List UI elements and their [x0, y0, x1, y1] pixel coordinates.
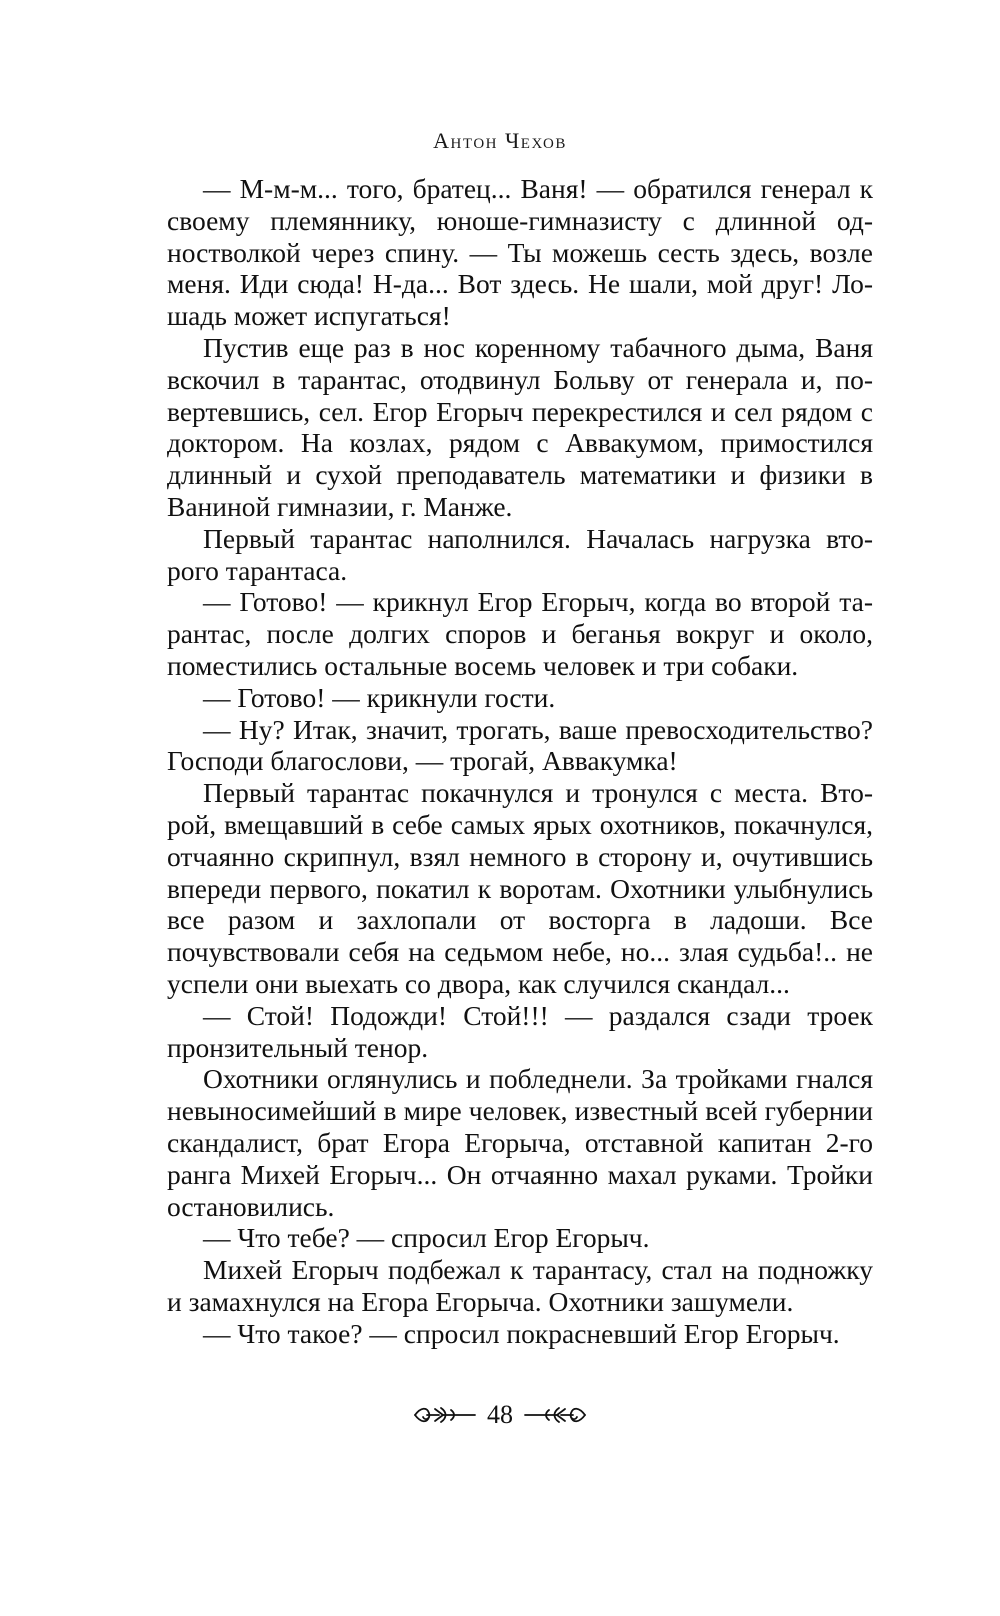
paragraph: — М-м-м... того, братец... Ваня! — обратился генерал к своему племяннику, юноше-гимназисту с длинной одностволкой через спину. — Ты можешь сесть здесь, возле меня. Иди сюда! Н-да... Вот здесь. Не шали, мой друг! Лошадь может испугаться!	[167, 173, 873, 332]
paragraph: — Что такое? — спросил покрасневший Егор Егорыч.	[203, 1317, 840, 1349]
paragraph: Первый тарантас покачнулся и тронулся с места. Второй, вмещавший в себе самых ярых охотников, покачнулся, отчаянно скрипнул, взял немного в сторону и, очутившись впереди первого, покатил к воротам. Охотники улыбнулись все разом и захлопали от восторга в ладоши. Все почувствовали себя на седьмом небе, но... злая судьба!.. не успели они выехать со двора, как случился скандал...	[167, 777, 873, 999]
paragraph: Михей Егорыч подбежал к тарантасу, стал на подножку и замахнулся на Егора Егорыча. Охотники зашумели.	[167, 1254, 873, 1317]
flourish-ornament-left-icon	[413, 1404, 477, 1426]
page-footer	[0, 1398, 1000, 1432]
paragraph: Первый тарантас наполнился. Началась нагрузка второго тарантаса.	[167, 522, 873, 586]
paragraph: — Ну? Итак, значит, трогать, ваше превосходительство? Господи благослови, — трогай, Аввакумка!	[167, 713, 873, 777]
paragraph: — Что тебе? — спросил Егор Егорыч.	[203, 1222, 650, 1254]
paragraph: — Стой! Подожди! Стой!!! — раздался сзади троек пронзительный тенор.	[167, 999, 873, 1063]
paragraph: — Готово! — крикнул Егор Егорыч, когда во второй тарантас, после долгих споров и беганья вокруг и около, поместились остальные восемь человек и три собаки.	[167, 586, 873, 681]
running-head: Антон Чехов	[433, 128, 567, 153]
page-number: 48	[487, 1400, 513, 1429]
paragraph: Пустив еще раз в нос коренному табачного дыма, Ваня вскочил в тарантас, отодвинул Больву от генерала и, повертевшись, сел. Егор Егорыч перекрестился и сел рядом с доктором. На козлах, рядом с Аввакумом, примостился длинный и сухой преподаватель математики и физики в Ваниной гимназии, г. Манже.	[167, 331, 873, 522]
body-text	[167, 173, 873, 1349]
flourish-ornament-right-icon	[523, 1404, 587, 1426]
paragraph: Охотники оглянулись и побледнели. За тройками гнался невыносимейший в мире человек, известный всей губернии скандалист, брат Егора Егорыча, отставной капитан 2-го ранга Михей Егорыч... Он отчаянно махал руками. Тройки остановились.	[167, 1063, 873, 1222]
paragraph: — Готово! — крикнули гости.	[203, 681, 556, 713]
